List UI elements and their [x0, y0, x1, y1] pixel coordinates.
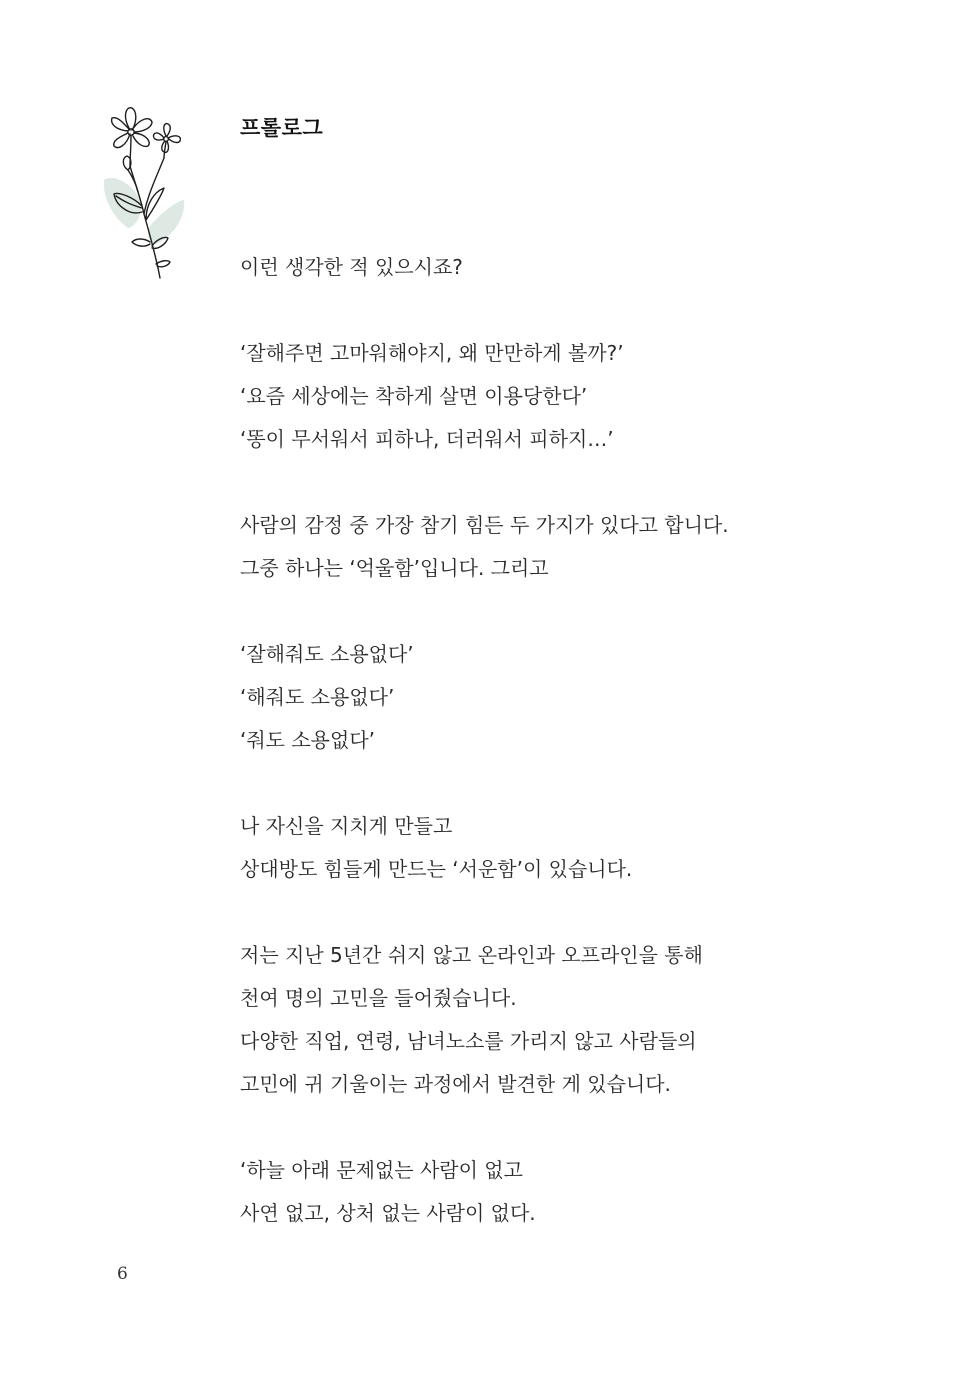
text-line: ‘줘도 소용없다’ — [240, 728, 375, 752]
text-line: ‘해줘도 소용없다’ — [240, 685, 395, 709]
paragraph-gap — [240, 1106, 920, 1149]
text-line: ‘하늘 아래 문제없는 사람이 없고 — [240, 1158, 523, 1182]
leaf-outline-left-bottom — [132, 239, 150, 246]
text-line: 천여 명의 고민을 들어줬습니다. — [240, 986, 517, 1010]
text-line: ‘잘해줘도 소용없다’ — [240, 642, 414, 666]
text-line: 저는 지난 5년간 쉬지 않고 온라인과 오프라인을 통해 — [240, 943, 703, 967]
paragraph-gap — [240, 891, 920, 934]
text-line: ‘잘해주면 고마워해야지, 왜 만만하게 볼까?’ — [240, 341, 624, 365]
page-number: 6 — [117, 1264, 128, 1284]
text-line: ‘똥이 무서워서 피하나, 더러워서 피하지…’ — [240, 427, 614, 451]
text-line: 상대방도 힘들게 만드는 ‘서운함’이 있습니다. — [240, 857, 633, 881]
stem-branch — [144, 158, 164, 214]
text-line: 고민에 귀 기울이는 과정에서 발견한 게 있습니다. — [240, 1072, 671, 1096]
text-line: 이런 생각한 적 있으시죠? — [240, 255, 463, 279]
flower-illustration-icon — [92, 96, 192, 282]
text-line: ‘요즘 세상에는 착하게 살면 이용당한다’ — [240, 384, 588, 408]
chapter-title: 프롤로그 — [240, 116, 324, 140]
paragraph-gap — [240, 461, 920, 504]
paragraph-gap — [240, 289, 920, 332]
flower-head-large — [112, 108, 152, 166]
text-line: 나 자신을 지치게 만들고 — [240, 814, 453, 838]
text-line: 사람의 감정 중 가장 참기 힘든 두 가지가 있다고 합니다. — [240, 513, 729, 537]
text-line: 다양한 직업, 연령, 남녀노소를 가리지 않고 사람들의 — [240, 1029, 697, 1053]
body-text — [240, 246, 920, 1235]
paragraph-gap — [240, 590, 920, 633]
paragraph-gap — [240, 762, 920, 805]
text-line: 사연 없고, 상처 없는 사람이 없다. — [240, 1201, 536, 1225]
text-line: 그중 하나는 ‘억울함’입니다. 그리고 — [240, 556, 549, 580]
leaf-outline-bottom — [156, 261, 170, 267]
flower-head-small — [153, 124, 180, 158]
